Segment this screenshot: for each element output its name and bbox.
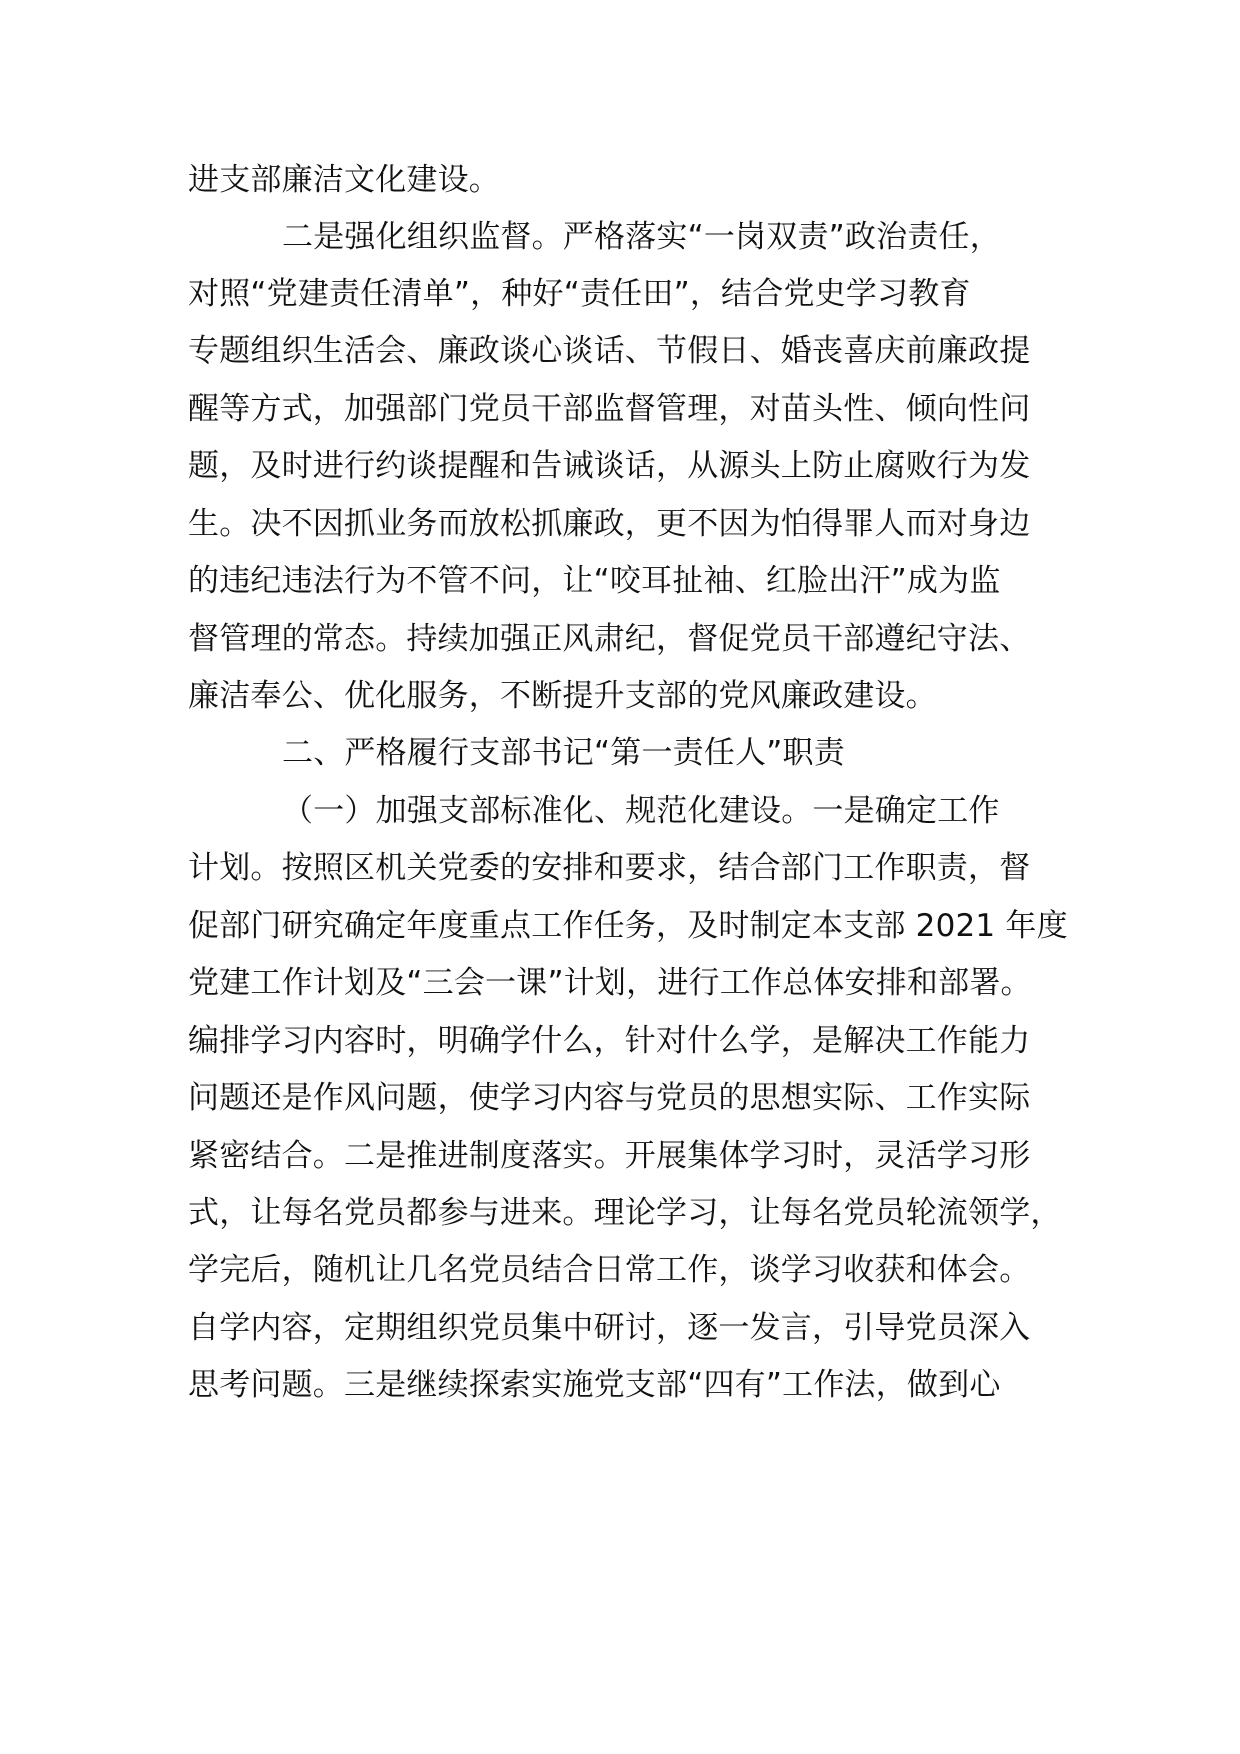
text-line: 问题还是作风问题，使学习内容与党员的思想实际、工作实际: [188, 1080, 1031, 1116]
text-line: 计划。按照区机关党委的安排和要求，结合部门工作职责，督: [188, 850, 1031, 886]
text-line: 的违纪违法行为不管不问，让“咬耳扯袖、红脸出汗”成为监: [188, 563, 1001, 599]
text-line: 生。决不因抓业务而放松抓廉政，更不因为怕得罪人而对身边: [188, 506, 1031, 542]
text-line: 思考问题。三是继续探索实施党支部“四有”工作法，做到心: [188, 1367, 1001, 1403]
text-line: 题，及时进行约谈提醒和告诫谈话，从源头上防止腐败行为发: [188, 448, 1031, 484]
text-line: 对照“党建责任清单”，种好“责任田”，结合党史学习教育: [188, 276, 971, 312]
text-line: 进支部廉洁文化建设。: [188, 162, 500, 198]
text-line: 式，让每名党员都参与进来。理论学习，让每名党员轮流领学，: [188, 1195, 1062, 1231]
text-line: 廉洁奉公、优化服务，不断提升支部的党风廉政建设。: [188, 678, 937, 714]
text-line: （一）加强支部标准化、规范化建设。一是确定工作: [282, 793, 1000, 829]
text-line: 醒等方式，加强部门党员干部监督管理，对苗头性、倾向性问: [188, 391, 1031, 427]
text-line: 专题组织生活会、廉政谈心谈话、节假日、婚丧喜庆前廉政提: [188, 333, 1031, 369]
text-line: 学完后，随机让几名党员结合日常工作，谈学习收获和体会。: [188, 1252, 1031, 1288]
text-line: 促部门研究确定年度重点工作任务，及时制定本支部 2021 年度: [188, 908, 1068, 944]
section-heading: 二、严格履行支部书记“第一责任人”职责: [282, 735, 845, 771]
text-line: 党建工作计划及“三会一课”计划，进行工作总体安排和部署。: [188, 965, 1032, 1001]
text-line: 自学内容，定期组织党员集中研讨，逐一发言，引导党员深入: [188, 1310, 1031, 1346]
text-line: 二是强化组织监督。严格落实“一岗双责”政治责任，: [282, 219, 1001, 255]
text-line: 督管理的常态。持续加强正风肃纪，督促党员干部遵纪守法、: [188, 621, 1031, 657]
text-line: 编排学习内容时，明确学什么，针对什么学，是解决工作能力: [188, 1023, 1031, 1059]
text-line: 紧密结合。二是推进制度落实。开展集体学习时，灵活学习形: [188, 1138, 1031, 1174]
